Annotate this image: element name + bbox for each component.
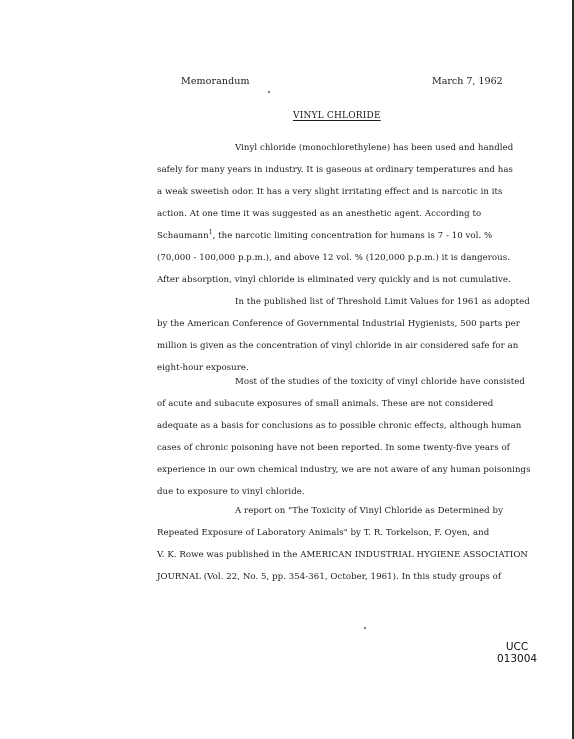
paragraph-line: V. K. Rowe was published in the AMERICAN INDUSTRIAL HYGIENE ASSOCIATION xyxy=(157,550,529,560)
footnote-mark: 1 xyxy=(208,229,213,237)
paragraph-line: eight-hour exposure. xyxy=(157,363,249,373)
stamp-prefix: UCC xyxy=(505,641,529,653)
paragraph-line: by the American Conference of Governmental Industrial Hygienists, 500 parts per xyxy=(157,319,520,329)
line-continuation: , the narcotic limiting concentration for humans is 7 - 10 vol. % xyxy=(212,231,493,241)
paragraph-line: action. At one time it was suggested as an anesthetic agent. According to xyxy=(157,209,482,219)
paragraph-line: (70,000 - 100,000 p.p.m.), and above 12 vol. % (120,000 p.p.m.) it is dangerous. xyxy=(157,253,510,263)
memo-title: VINYL CHLORIDE xyxy=(293,111,381,121)
paragraph-line: Most of the studies of the toxicity of vinyl chloride have consisted xyxy=(235,377,525,387)
paragraph-line: JOURNAL (Vol. 22, No. 5, pp. 354-361, October, 1961). In this study groups of xyxy=(157,572,502,582)
paragraph-line: After absorption, vinyl chloride is eliminated very quickly and is not cumulative. xyxy=(157,275,511,285)
paragraph-line: due to exposure to vinyl chloride. xyxy=(157,487,305,497)
paragraph-line: experience in our own chemical industry, we are not aware of any human poisonings xyxy=(157,465,531,475)
scan-speck xyxy=(268,91,270,93)
paragraph-line: Vinyl chloride (monochlorethylene) has been used and handled xyxy=(235,143,514,153)
memo-date: March 7, 1962 xyxy=(432,76,503,87)
paragraph-line: Repeated Exposure of Laboratory Animals" by T. R. Torkelson, F. Oyen, and xyxy=(157,528,490,538)
author-name: Schaumann xyxy=(157,231,209,241)
paragraph-line: A report on "The Toxicity of Vinyl Chloride as Determined by xyxy=(235,506,503,516)
paragraph-line: In the published list of Threshold Limit Values for 1961 as adopted xyxy=(235,297,530,307)
paragraph-line: cases of chronic poisoning have not been reported. In some twenty-five years of xyxy=(157,443,510,453)
paragraph-line: a weak sweetish odor. It has a very slight irritating effect and is narcotic in its xyxy=(157,187,503,197)
paragraph-line: million is given as the concentration of vinyl chloride in air considered safe for an xyxy=(157,341,519,351)
memo-label: Memorandum xyxy=(181,76,250,87)
paragraph-line: of acute and subacute exposures of small animals. These are not considered xyxy=(157,399,494,409)
paragraph-line: adequate as a basis for conclusions as to possible chronic effects, although human xyxy=(157,421,522,431)
paragraph-line-with-footnote xyxy=(157,231,492,241)
stamp-number: 013004 xyxy=(497,653,538,665)
scan-speck xyxy=(364,627,366,629)
paragraph-line: safely for many years in industry. It is gaseous at ordinary temperatures and has xyxy=(157,165,513,175)
document-stamp xyxy=(497,641,537,665)
